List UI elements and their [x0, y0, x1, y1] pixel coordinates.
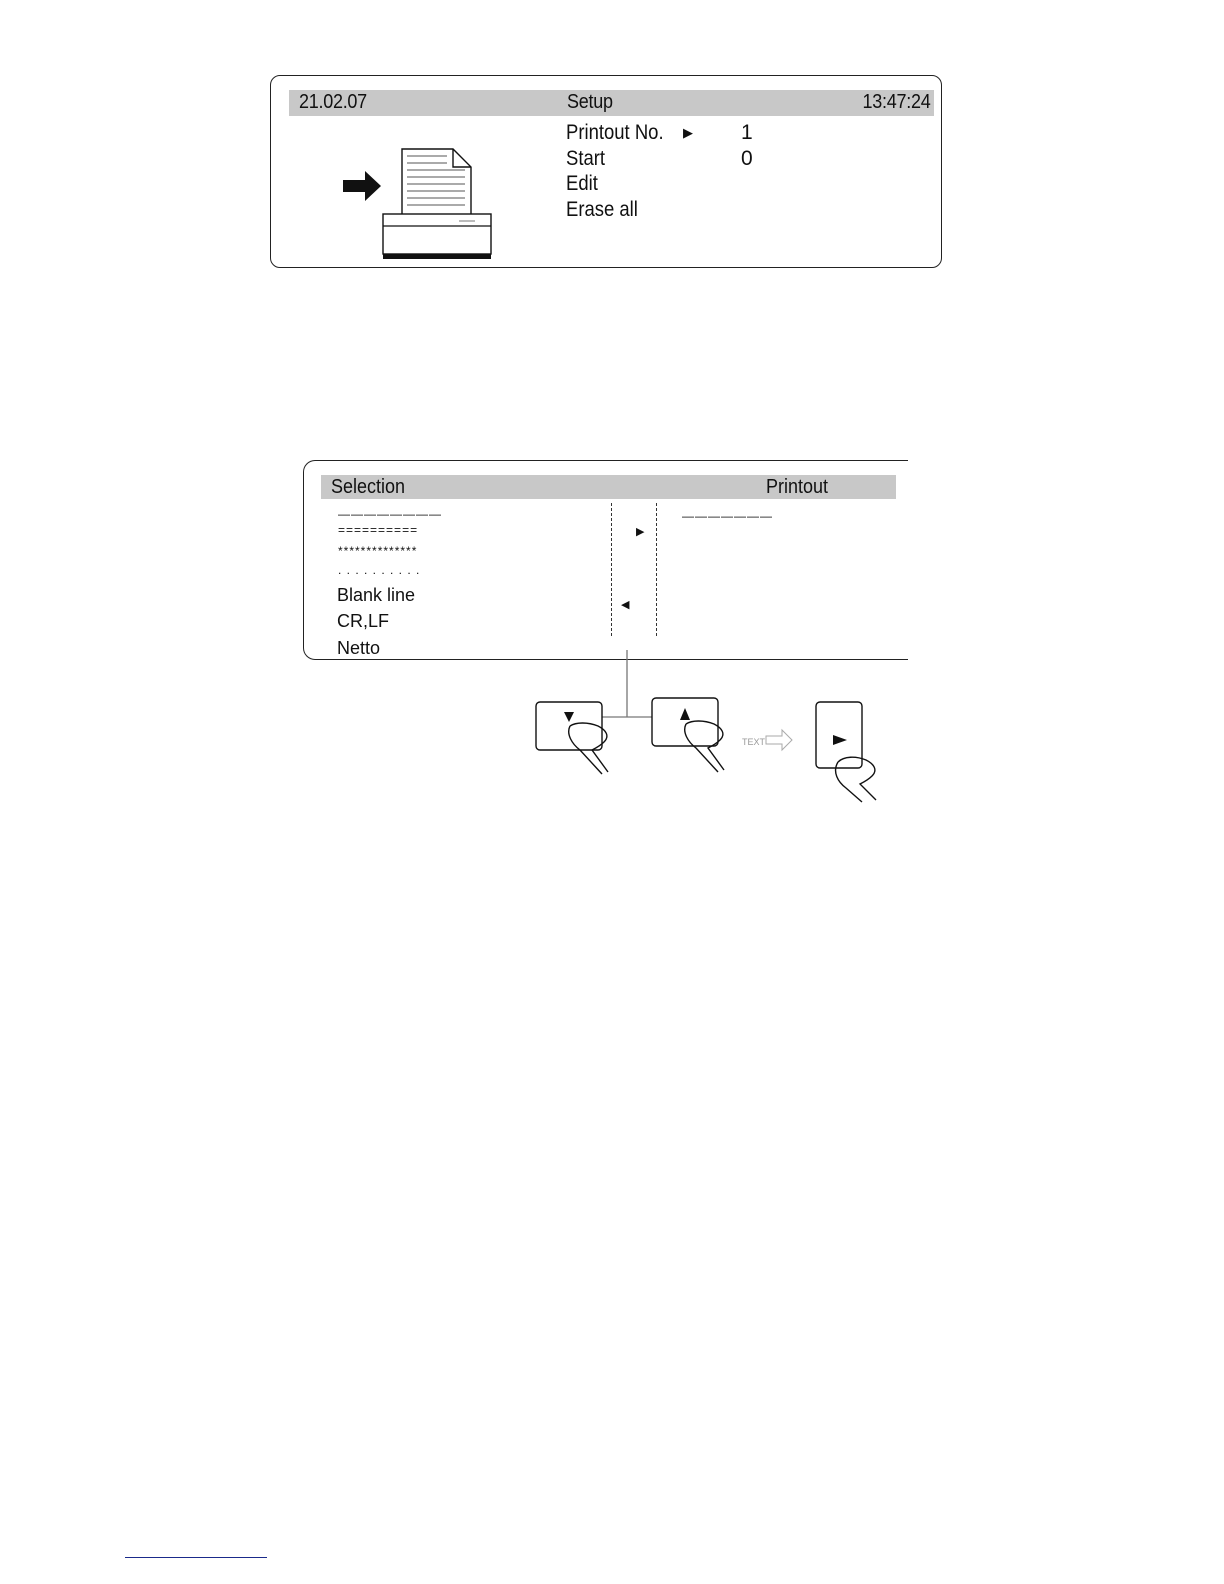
arrow-right-icon: [343, 171, 381, 201]
menu-value-start: 0: [741, 147, 753, 170]
header-title: Setup: [567, 91, 613, 113]
move-right-arrow-icon: ▶: [636, 526, 645, 538]
printout-item-dash-line: ———————: [682, 509, 773, 523]
footer-rule: [125, 1557, 267, 1558]
printout-column-title: Printout: [766, 476, 829, 498]
menu-item-start[interactable]: Start: [566, 147, 606, 170]
selection-item-dotted-line[interactable]: . . . . . . . . . .: [338, 563, 421, 577]
text-key-hint: TEXT: [742, 737, 766, 747]
selection-screen: [303, 460, 908, 660]
printer-icon: [383, 149, 491, 259]
outline-arrow-icon: [766, 730, 792, 750]
column-divider-left: [611, 503, 612, 636]
key-down-icon: [536, 702, 608, 774]
selection-item-asterisk-line[interactable]: **************: [338, 544, 418, 558]
keys-illustration: [520, 650, 900, 805]
header-date: 21.02.07: [299, 91, 367, 113]
selection-item-dash-line[interactable]: ————————: [338, 507, 442, 521]
header-bar: [321, 475, 896, 499]
key-up-icon: [652, 698, 724, 772]
menu-item-printout-no[interactable]: Printout No.: [566, 121, 664, 144]
menu-item-erase-all[interactable]: Erase all: [566, 198, 638, 221]
selection-item-cr-lf[interactable]: CR,LF: [337, 611, 390, 631]
setup-screen: [270, 75, 942, 268]
menu-value-printout-no: 1: [741, 121, 753, 144]
move-left-arrow-icon: ◀: [621, 599, 630, 611]
selection-item-blank-line[interactable]: Blank line: [337, 585, 416, 605]
selection-arrow-icon: ▶: [683, 125, 693, 140]
selection-column-title: Selection: [331, 476, 406, 498]
key-right-icon: [816, 702, 876, 802]
printer-graphic: [341, 144, 501, 264]
column-divider-right: [656, 503, 657, 636]
header-bar: [289, 90, 934, 116]
selection-item-netto[interactable]: Netto: [337, 638, 381, 658]
header-time: 13:47:24: [862, 91, 930, 113]
menu-item-edit[interactable]: Edit: [566, 172, 598, 195]
selection-item-double-line[interactable]: ==========: [338, 523, 419, 537]
